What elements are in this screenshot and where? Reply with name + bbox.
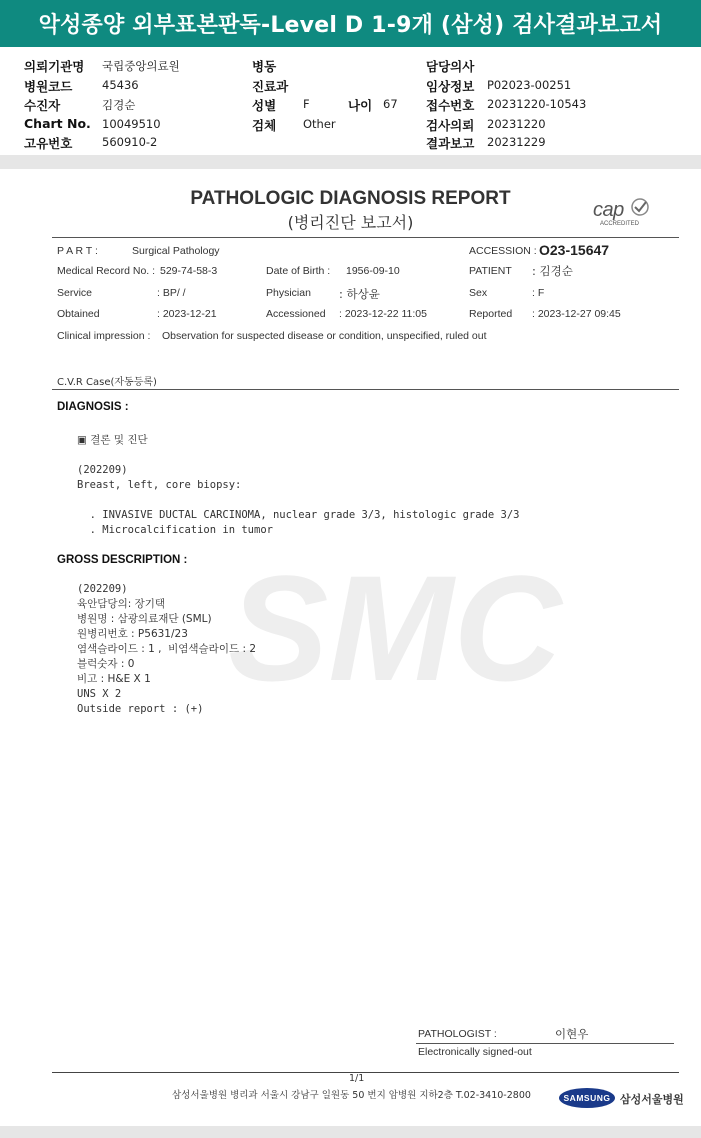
- report-banner-title: 악성종양 외부표본판독-Level D 1-9개 (삼성) 검사결과보고서: [0, 0, 701, 47]
- clinical-info-label: 임상정보: [426, 79, 475, 94]
- gross-line: 염색슬라이드 : 1 , 비염색슬라이드 : 2: [77, 643, 256, 655]
- clinical-impression-label: Clinical impression :: [57, 330, 151, 342]
- top-rule: [52, 237, 679, 238]
- age-value: 67: [383, 97, 398, 111]
- diagnosis-text: [77, 418, 520, 553]
- age-label: 나이: [348, 98, 373, 113]
- separator-band: [0, 155, 701, 169]
- signature-rule: [416, 1043, 674, 1044]
- unique-no-label: 고유번호: [24, 136, 73, 151]
- gross-line: 블럭숫자 : 0: [77, 658, 135, 670]
- request-date-label: 검사의뢰: [426, 118, 475, 133]
- cap-logo: cap: [593, 199, 624, 221]
- report-subtitle: (병리진단 보고서): [287, 213, 414, 232]
- receipt-no-label: 접수번호: [426, 98, 475, 113]
- request-date-value: 20231220: [487, 117, 546, 131]
- gross-description-title: GROSS DESCRIPTION :: [57, 554, 188, 566]
- chart-no-value: 10049510: [102, 117, 161, 131]
- physician-label: Physician: [266, 287, 311, 299]
- sex-value: F: [303, 97, 310, 111]
- diagnosis-title: DIAGNOSIS :: [57, 401, 129, 413]
- sex-label: 성별: [252, 98, 277, 113]
- clinical-info-value: P02023-00251: [487, 78, 572, 92]
- diagnosis-line: [77, 448, 520, 463]
- diagnosis-line: Breast, left, core biopsy:: [77, 479, 242, 491]
- footer-rule: [52, 1072, 679, 1073]
- gross-line: (202209): [77, 583, 128, 595]
- gross-line: Outside report : (+): [77, 703, 204, 715]
- referring-institution-label: 의뢰기관명: [24, 59, 85, 74]
- accession-label: ACCESSION :: [469, 245, 537, 257]
- mrn-label: Medical Record No. :: [57, 265, 156, 277]
- footer-address: 삼성서울병원 병리과 서울시 강남구 일원동 50 번지 암병원 지하2층 T.02-3410-2800: [172, 1090, 531, 1101]
- specimen-label: 검체: [252, 118, 277, 133]
- diagnosis-line: (202209): [77, 464, 128, 476]
- reported-label: Reported: [469, 308, 513, 320]
- accessioned-value: : 2023-12-22 11:05: [339, 308, 427, 320]
- diagnosis-line: . INVASIVE DUCTAL CARCINOMA, nuclear grade 3/3, histologic grade 3/3: [77, 509, 520, 521]
- hospital-name: 삼성서울병원: [620, 1093, 684, 1106]
- watermark-text: SMC: [228, 560, 562, 700]
- dob-label: Date of Birth :: [266, 265, 331, 277]
- mrn-value: 529-74-58-3: [160, 265, 218, 277]
- part-value: Surgical Pathology: [132, 245, 220, 257]
- receipt-no-value: 20231220-10543: [487, 97, 587, 111]
- patient-name-value: 김경순: [102, 98, 136, 112]
- physician-value: : 하상윤: [339, 287, 380, 301]
- result-report-value: 20231229: [487, 135, 546, 149]
- hospital-code-value: 45436: [102, 78, 139, 92]
- diagnosis-line: ▣ 결론 및 진단: [77, 434, 148, 446]
- diagnosis-rule: [52, 389, 679, 390]
- accession-value: O23-15647: [539, 242, 610, 258]
- cap-checkmark-icon: [628, 197, 652, 217]
- gross-line: 원병리번호 : P5631/23: [77, 628, 188, 640]
- patient-name-label: 수진자: [24, 98, 61, 113]
- report-title: PATHOLOGIC DIAGNOSIS REPORT: [190, 188, 511, 209]
- diagnosis-line: [77, 493, 520, 508]
- samsung-logo: SAMSUNG: [559, 1088, 615, 1108]
- gross-line: 병원명 : 삼광의료재단 (SML): [77, 613, 212, 625]
- unique-no-value: 560910-2: [102, 135, 158, 149]
- hospital-code-label: 병원코드: [24, 79, 73, 94]
- reported-value: : 2023-12-27 09:45: [532, 308, 621, 320]
- page-number: 1/1: [349, 1073, 365, 1084]
- sex-report-label: Sex: [469, 287, 488, 299]
- attending-physician-label: 담당의사: [426, 59, 475, 74]
- result-report-label: 결과보고: [426, 136, 475, 151]
- gross-line: 비고 : H&E X 1: [77, 673, 151, 685]
- obtained-value: : 2023-12-21: [157, 308, 217, 320]
- department-label: 진료과: [252, 79, 289, 94]
- referring-institution-value: 국립중앙의료원: [102, 59, 180, 73]
- cap-accredited-text: ACCREDITED: [600, 221, 640, 227]
- dob-value: 1956-09-10: [346, 265, 400, 277]
- gross-line: UNS X 2: [77, 688, 122, 700]
- part-label: P A R T :: [57, 245, 98, 257]
- pathologist-value: 이현우: [555, 1027, 589, 1041]
- cvr-case: C.V.R Case(자동등록): [57, 377, 157, 388]
- patient-value: : 김경순: [532, 264, 573, 278]
- service-label: Service: [57, 287, 93, 299]
- ward-label: 병동: [252, 59, 277, 74]
- sex-report-value: : F: [532, 287, 545, 299]
- chart-no-label: Chart No.: [24, 116, 91, 131]
- gross-description-text: [77, 567, 256, 732]
- accessioned-label: Accessioned: [266, 308, 326, 320]
- gross-line: 육안담당의: 장기택: [77, 598, 166, 610]
- obtained-label: Obtained: [57, 308, 100, 320]
- specimen-value: Other: [303, 117, 336, 131]
- clinical-impression-value: Observation for suspected disease or condition, unspecified, ruled out: [162, 330, 487, 342]
- patient-label: PATIENT: [469, 265, 512, 277]
- electronically-signed: Electronically signed-out: [418, 1046, 532, 1058]
- service-value: : BP/ /: [157, 287, 186, 299]
- pathologist-label: PATHOLOGIST :: [418, 1028, 497, 1040]
- diagnosis-line: . Microcalcification in tumor: [77, 524, 273, 536]
- bottom-band: [0, 1126, 701, 1138]
